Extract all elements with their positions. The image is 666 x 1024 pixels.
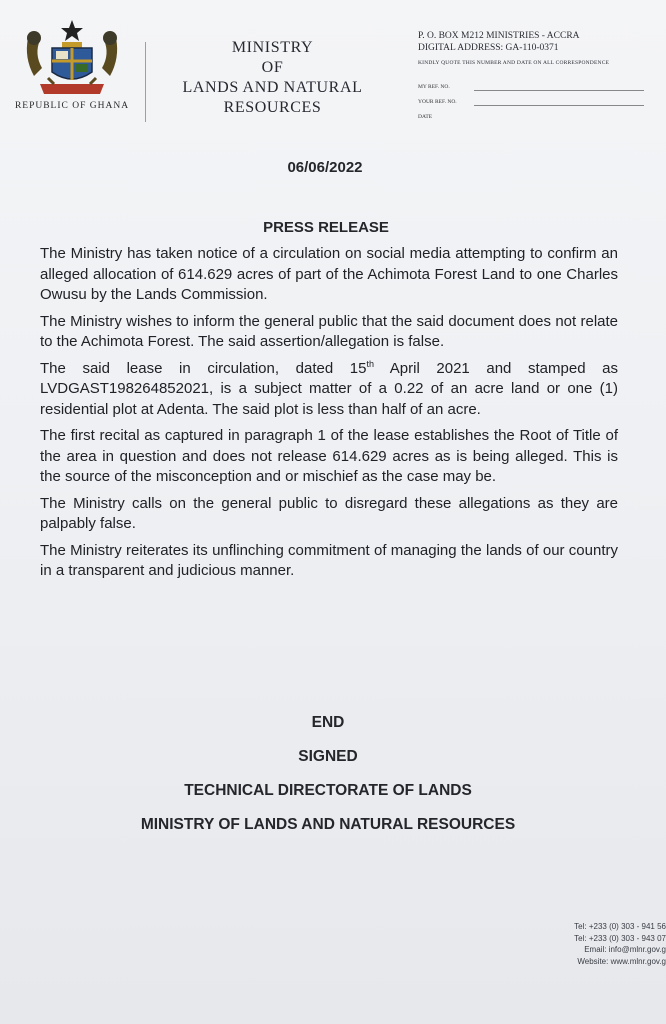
ghana-coat-of-arms-icon [20,18,124,100]
phone-number: Tel: +233 (0) 303 - 941 56 [574,922,666,931]
paragraph: The Ministry calls on the general public to disregard these allegations as they are palpably false. [40,494,618,532]
paragraph: The Ministry has taken notice of a circulation on social media attempting to confirm an alleged allocation of 614.629 acres of part of the Achimota Forest Land to one Charles Owusu by the Lands Commission. [40,245,618,303]
republic-label: REPUBLIC OF GHANA [14,101,130,111]
paragraph: The Ministry reiterates its unflinching commitment of managing the lands of our country in a transparent and judicious manner. [40,541,618,579]
quote-note: KINDLY QUOTE THIS NUMBER AND DATE ON ALL CORRESPONDENCE [418,60,610,66]
paragraph [40,359,618,421]
release-body [40,244,618,588]
digital-address: DIGITAL ADDRESS: GA-110-0371 [418,43,559,53]
signed-label: SIGNED [298,748,358,765]
ministry-heading [160,38,385,118]
header-divider [145,42,146,122]
paragraph: The Ministry wishes to inform the general public that the said document does not relate to the Achimota Forest. The said assertion/allegation is false. [40,312,618,350]
paragraph: The first recital as captured in paragraph 1 of the lease establishes the Root of Title of the area in question and does not release 614.629 acres as is being alleged. This is the source of the misconception and or mischief as the case may be. [40,427,618,485]
address-block [418,30,658,67]
page-title: PRESS RELEASE [263,219,389,236]
directorate-label: TECHNICAL DIRECTORATE OF LANDS [184,782,472,799]
ministry-line: LANDS AND NATURAL [182,79,363,96]
website: Website: www.mlnr.gov.g [577,956,666,966]
your-ref-label: YOUR REF. NO. [418,99,457,105]
your-ref-row [418,99,457,105]
date-ref-row [418,114,432,120]
my-ref-label: MY REF. NO. [418,84,450,90]
email-address: Email: info@mlnr.gov.g [584,945,666,954]
contact-block [548,921,666,967]
po-box: P. O. BOX M212 MINISTRIES - ACCRA [418,31,580,41]
my-ref-row [418,84,450,90]
my-ref-line [474,90,644,91]
paragraph-text: The said lease in circulation, dated 15 [40,359,367,377]
phone-number: Tel: +233 (0) 303 - 943 07 [574,933,666,943]
ministry-line: RESOURCES [223,99,322,116]
release-date: 06/06/2022 [287,159,363,176]
your-ref-line [474,105,644,106]
ministry-line: OF [261,59,284,76]
paragraph-text: April 2021 and stamped as LVDGAST198264852021, is a subject matter of a 0.22 of an acre land or one (1) residential plot at Adenta. The said plot is less than half of an acre. [40,359,618,418]
date-ref-label: DATE [418,114,433,120]
ordinal-suffix: th [366,358,374,369]
ministry-line: MINISTRY [231,39,314,56]
end-label: END [311,714,345,731]
ministry-signature: MINISTRY OF LANDS AND NATURAL RESOURCES [140,816,516,833]
